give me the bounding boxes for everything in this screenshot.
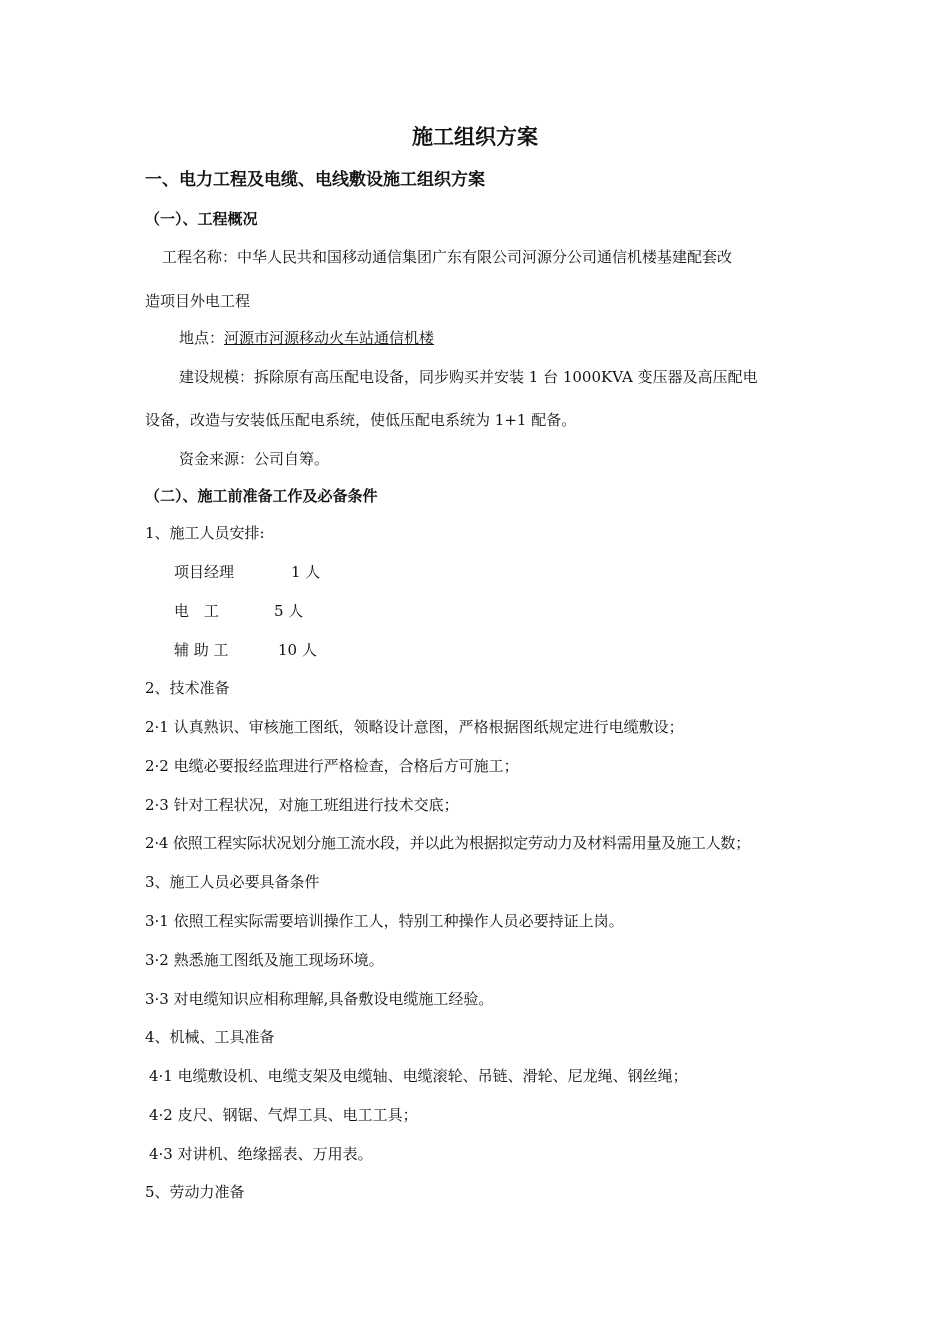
paragraph-4-2: 4·2 皮尺、钢锯、气焊工具、电工工具； [149, 1106, 418, 1124]
location-value: 河源市河源移动火车站通信机楼 [224, 329, 435, 347]
paragraph-2-4: 2·4 依照工程实际状况划分施工流水段，并以此为根据拟定劳动力及材料需用量及施工人数； [145, 834, 751, 852]
item-labor-preparation: 5、劳动力准备 [145, 1183, 245, 1201]
paragraph-2-2: 2·2 电缆必要报经监理进行严格检查，合格后方可施工； [145, 757, 519, 775]
project-name-line-2: 造项目外电工程 [145, 292, 251, 310]
staff-count: 5 人 [274, 602, 304, 620]
paragraph-2-3: 2·3 针对工程状况，对施工班组进行技术交底； [145, 796, 459, 814]
item-staff-conditions: 3、施工人员必要具备条件 [145, 873, 320, 891]
location-line [179, 328, 434, 348]
subsection-heading-overview: （一）、工程概况 [145, 210, 258, 228]
paragraph-3-1: 3·1 依照工程实际需要培训操作工人，特别工种操作人员必要持证上岗。 [145, 912, 624, 930]
item-staff-arrangement: 1、施工人员安排: [145, 524, 265, 542]
section-heading-1: 一、电力工程及电缆、电线敷设施工组织方案 [145, 170, 485, 190]
scale-line-2: 设备，改造与安装低压配电系统，使低压配电系统为 1+1 配备。 [145, 411, 577, 429]
location-label: 地点： [179, 329, 225, 347]
paragraph-4-1: 4·1 电缆敷设机、电缆支架及电缆轴、电缆滚轮、吊链、滑轮、尼龙绳、钢丝绳； [149, 1067, 688, 1085]
funding-line: 资金来源：公司自筹。 [179, 450, 330, 468]
project-name-line-1: 工程名称：中华人民共和国移动通信集团广东有限公司河源分公司通信机楼基建配套改 [162, 248, 733, 266]
paragraph-3-2: 3·2 熟悉施工图纸及施工现场环境。 [145, 951, 384, 969]
item-machinery-tools: 4、机械、工具准备 [145, 1028, 275, 1046]
staff-count: 1 人 [291, 563, 321, 581]
item-technical-preparation: 2、技术准备 [145, 679, 230, 697]
subsection-heading-preparation: （二）、施工前准备工作及必备条件 [145, 487, 378, 505]
staff-role: 项目经理 [174, 563, 235, 581]
scale-line-1: 建设规模：拆除原有高压配电设备，同步购买并安装 1 台 1000KVA 变压器及高压配电 [179, 368, 758, 386]
paragraph-2-1: 2·1 认真熟识、审核施工图纸，领略设计意图，严格根据图纸规定进行电缆敷设； [145, 718, 684, 736]
staff-count: 10 人 [278, 641, 317, 659]
paragraph-4-3: 4·3 对讲机、绝缘摇表、万用表。 [149, 1145, 373, 1163]
document-title: 施工组织方案 [412, 124, 538, 149]
staff-role: 电 工 [174, 602, 220, 620]
paragraph-3-3: 3·3 对电缆知识应相称理解,具备敷设电缆施工经验。 [145, 990, 494, 1008]
staff-role: 辅 助 工 [174, 641, 229, 659]
